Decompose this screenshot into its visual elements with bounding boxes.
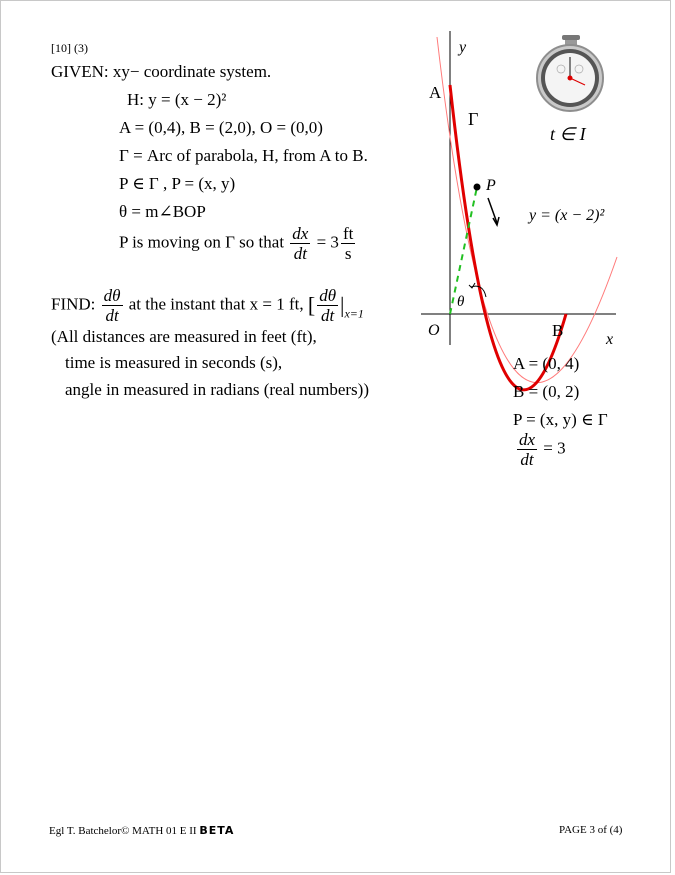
footer-author: Egl T. Batchelor© MATH 01 E II bbox=[49, 825, 197, 837]
summary-rate bbox=[515, 431, 566, 468]
find-line: FIND: $\frac{d\theta}{dt}$ at the instant that x = 1 ft, [ $\frac{d\theta}{dt}$ $|_{x=1}$ bbox=[51, 286, 364, 325]
summary-p: P = (x, y) ∈ Γ bbox=[513, 410, 608, 429]
time-domain: t ∈ I bbox=[550, 124, 586, 144]
curve-equation: y = (x − 2)² bbox=[529, 207, 605, 224]
units-note-1: (All distances are measured in feet (ft), bbox=[51, 327, 317, 346]
label-o: O bbox=[428, 322, 440, 339]
summary-a: A = (0, 4) bbox=[513, 354, 580, 373]
summary-dt-denominator: dt bbox=[520, 450, 534, 469]
summary-dx-dt-fraction bbox=[517, 431, 537, 468]
stopwatch-icon bbox=[537, 35, 603, 111]
given-line-4: Γ = Arc of parabola, H, from A to B. bbox=[119, 146, 368, 165]
summary-b: B = (0, 2) bbox=[513, 382, 580, 401]
label-y: y bbox=[459, 39, 467, 56]
label-theta: θ bbox=[457, 294, 465, 310]
given-motion-text: P is moving on Γ so that bbox=[119, 232, 285, 252]
given-line-5: P ∈ Γ , P = (x, y) bbox=[119, 174, 236, 193]
figure bbox=[1, 1, 670, 872]
dtheta-denominator: dt bbox=[105, 306, 119, 325]
dx-numerator: dx bbox=[292, 224, 309, 243]
find-instant-text: at the instant that x = 1 ft, bbox=[128, 294, 304, 314]
label-x: x bbox=[606, 331, 614, 348]
label-p: P bbox=[486, 177, 496, 194]
problem-number: [10] (3) bbox=[51, 41, 88, 55]
dt-denominator: dt bbox=[293, 244, 307, 263]
summary-dx-numerator: dx bbox=[519, 430, 536, 449]
find-label: FIND: bbox=[51, 294, 96, 314]
page-number: PAGE 3 of (4) bbox=[559, 824, 623, 836]
angle-arrowhead bbox=[469, 283, 475, 288]
label-a: A bbox=[429, 83, 442, 102]
given-line-2: H: y = (x − 2)² bbox=[127, 90, 227, 109]
units-note-3: angle in measured in radians (real numbers)) bbox=[65, 380, 369, 399]
label-gamma: Γ bbox=[468, 109, 479, 129]
unit-ft: ft bbox=[342, 224, 354, 243]
dtheta-numerator: dθ bbox=[103, 286, 121, 305]
motion-arrow bbox=[488, 198, 497, 223]
unit-s: s bbox=[344, 244, 352, 263]
footer-left bbox=[49, 824, 234, 837]
bracket-denominator: dt bbox=[321, 306, 335, 325]
given-line-6: θ = m∠BOP bbox=[119, 202, 206, 221]
summary-rate-value: = 3 bbox=[543, 438, 566, 458]
rate-value: = 3 bbox=[316, 232, 339, 252]
label-b: B bbox=[552, 321, 564, 340]
given-coordinate-system: xy− coordinate system. bbox=[112, 62, 272, 81]
given-label: GIVEN: bbox=[51, 62, 109, 81]
point-p bbox=[474, 184, 481, 191]
bracket-numerator: dθ bbox=[319, 286, 337, 305]
footer-beta: BETA bbox=[199, 824, 235, 837]
evaluation-subscript: x=1 bbox=[344, 306, 364, 321]
units-note-2: time is measured in seconds (s), bbox=[65, 353, 283, 372]
given-line-3: A = (0,4), B = (2,0), O = (0,0) bbox=[119, 118, 323, 137]
